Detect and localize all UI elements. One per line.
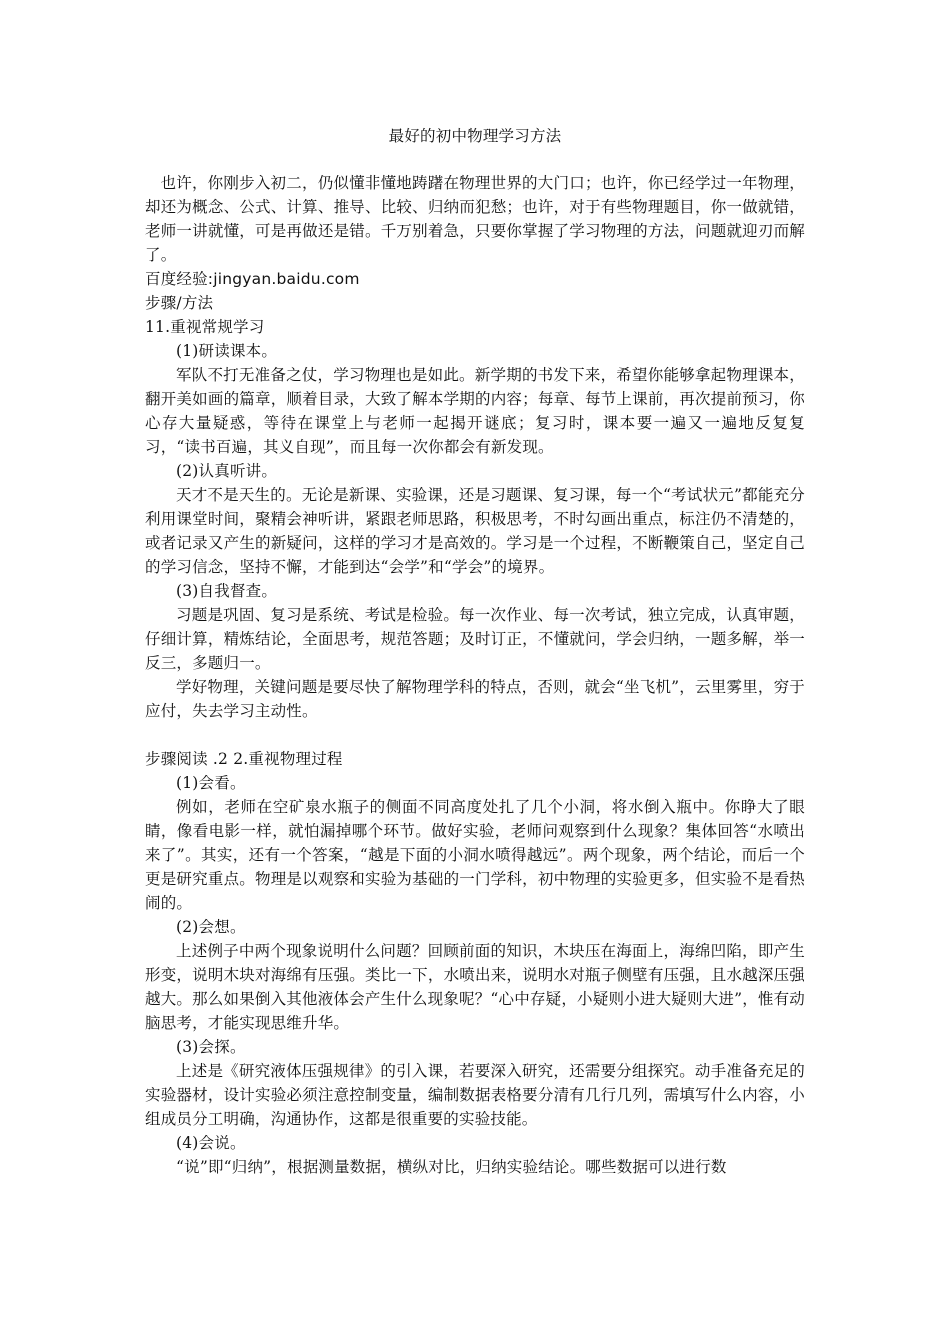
document-title: 最好的初中物理学习方法: [388, 127, 562, 145]
paragraph-2-1: 例如，老师在空矿泉水瓶子的侧面不同高度处扎了几个小洞，将水倒入瓶中。你睁大了眼睛，像看电影一样，就怕漏掉哪个环节。做好实验，老师问观察到什么现象？集体回答“水喷出来了”。其实，还有一个答案，“越是下面的小洞水喷得越远”。两个现象，两个结论，而后一个更是研究重点。物理是以观察和实验为基础的一门学科，初中物理的实验更多，但实验不是看热闹的。: [145, 798, 805, 912]
section-1-heading: 11.重视常规学习: [145, 318, 265, 336]
paragraph-1-1: 军队不打无准备之仗，学习物理也是如此。新学期的书发下来，希望你能够拿起物理课本，翻开美如画的篇章，顺着目录，大致了解本学期的内容；每章、每节上课前，再次提前预习，你心存大量疑惑，等待在课堂上与老师一起揭开谜底；复习时，课本要一遍又一遍地反复复习，“读书百遍，其义自现”，而且每一次你都会有新发现。: [145, 366, 805, 456]
subheading-1-3: (3)自我督查。: [176, 582, 278, 600]
paragraph-1-2: 天才不是天生的。无论是新课、实验课，还是习题课、复习课，每一个“考试状元”都能充分利用课堂时间，聚精会神听讲，紧跟老师思路，积极思考，不时勾画出重点，标注仍不清楚的，或者记录又产生的新疑问，这样的学习才是高效的。学习是一个过程，不断鞭策自己，坚定自己的学习信念，坚持不懈，才能到达“会学”和“学会”的境界。: [145, 486, 805, 576]
subheading-2-4: (4)会说。: [176, 1134, 246, 1152]
subheading-2-2: (2)会想。: [176, 918, 246, 936]
section-2-heading: 步骤阅读 .2 2.重视物理过程: [145, 750, 343, 768]
steps-heading: 步骤/方法: [145, 294, 214, 312]
subheading-2-3: (3)会探。: [176, 1038, 246, 1056]
intro-paragraph: 也许，你刚步入初二，仍似懂非懂地踌躇在物理世界的大门口；也许，你已经学过一年物理，却还为概念、公式、计算、推导、比较、归纳而犯愁；也许，对于有些物理题目，你一做就错，老师一讲就懂，可是再做还是错。千万别着急，只要你掌握了学习物理的方法，问题就迎刃而解了。: [145, 174, 805, 264]
paragraph-2-3: 上述是《研究液体压强规律》的引入课，若要深入研究，还需要分组探究。动手准备充足的实验器材，设计实验必须注意控制变量，编制数据表格要分清有几行几列，需填写什么内容，小组成员分工明确，沟通协作，这都是很重要的实验技能。: [145, 1062, 805, 1128]
subheading-1-1: (1)研读课本。: [176, 342, 278, 360]
paragraph-1-3: 习题是巩固、复习是系统、考试是检验。每一次作业、每一次考试，独立完成，认真审题，仔细计算，精炼结论，全面思考，规范答题；及时订正，不懂就问，学会归纳，一题多解，举一反三，多题归一。: [145, 606, 805, 672]
paragraph-2-2: 上述例子中两个现象说明什么问题？回顾前面的知识，木块压在海面上，海绵凹陷，即产生形变，说明木块对海绵有压强。类比一下，水喷出来，说明水对瓶子侧壁有压强，且水越深压强越大。那么如果倒入其他液体会产生什么现象呢？“心中存疑，小疑则小进大疑则大进”，惟有动脑思考，才能实现思维升华。: [145, 942, 805, 1032]
document-body: [145, 124, 805, 1179]
paragraph-2-4: “说”即“归纳”，根据测量数据，横纵对比，归纳实验结论。哪些数据可以进行数: [176, 1158, 727, 1176]
subheading-2-1: (1)会看。: [176, 774, 246, 792]
subheading-1-2: (2)认真听讲。: [176, 462, 278, 480]
paragraph-1-4: 学好物理，关键问题是要尽快了解物理学科的特点，否则，就会“坐飞机”，云里雾里，穷于应付，失去学习主动性。: [145, 678, 805, 720]
source-line: 百度经验:jingyan.baidu.com: [145, 270, 360, 288]
section-spacer: [145, 723, 805, 747]
